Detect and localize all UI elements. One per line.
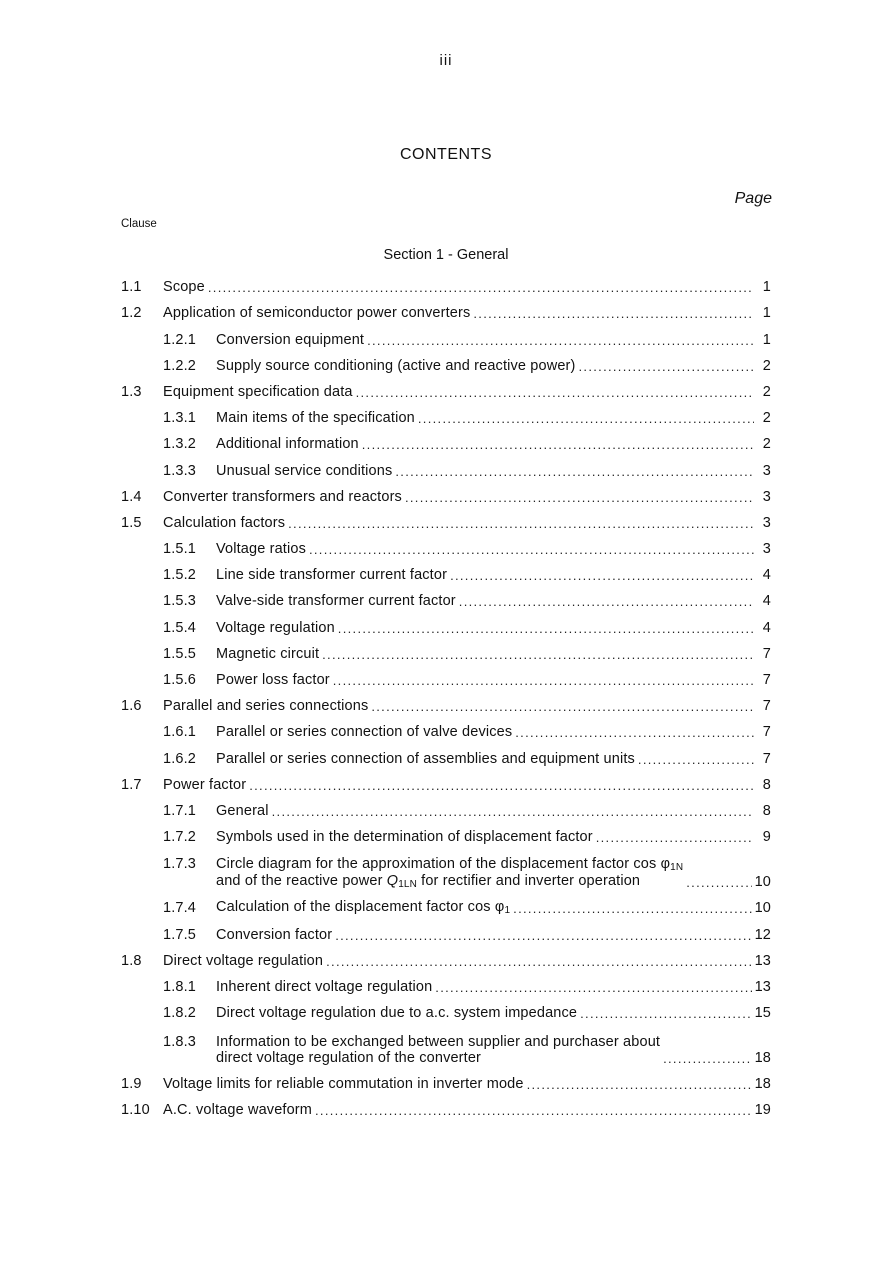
- table-of-contents: [121, 274, 771, 1123]
- toc-entry-page: 4: [762, 593, 771, 610]
- toc-entry[interactable]: [121, 353, 771, 379]
- toc-entry[interactable]: [121, 274, 771, 300]
- dot-leader: [686, 875, 751, 890]
- toc-entry-title-line1: Circle diagram for the approximation of the displacement factor $\cos \varphi_{1N}$: [216, 856, 684, 874]
- toc-entry-title: Calculation factors: [163, 514, 286, 531]
- toc-entry-title: Magnetic circuit: [216, 645, 320, 662]
- toc-entry[interactable]: [121, 745, 771, 771]
- dot-leader: [326, 954, 751, 969]
- toc-entry-title-line2: and of the reactive power $Q_{1LN}$ for rectifier and inverter operation: [216, 873, 641, 891]
- toc-entry-title: Voltage regulation: [216, 619, 335, 636]
- dot-leader: [405, 490, 754, 505]
- toc-entry[interactable]: [121, 1026, 771, 1071]
- toc-entry-number: 1.5.3: [163, 593, 196, 610]
- toc-entry-number: 1.8.1: [163, 978, 196, 995]
- toc-entry-title: Parallel or series connection of assemblies and equipment units: [216, 750, 635, 767]
- clause-column-label: Clause: [121, 218, 157, 230]
- toc-entry-page: 1: [762, 279, 771, 296]
- section-heading: Section 1 - General: [383, 247, 509, 263]
- toc-entry-page: 3: [762, 462, 771, 479]
- toc-entry-number: 1.10: [121, 1102, 150, 1119]
- toc-entry-number: 1.8.3: [163, 1034, 196, 1051]
- toc-entry-number: 1.2: [121, 305, 142, 322]
- toc-entry-number: 1.3.3: [163, 462, 196, 479]
- toc-entry[interactable]: [121, 510, 771, 536]
- toc-entry-number: 1.5.5: [163, 645, 196, 662]
- toc-entry-number: 1.3.2: [163, 436, 196, 453]
- toc-entry-number: 1.3.1: [163, 410, 196, 427]
- toc-entry-page: 10: [754, 874, 771, 891]
- toc-entry-number: 1.3: [121, 383, 142, 400]
- toc-entry-page: 1: [762, 331, 771, 348]
- toc-entry[interactable]: [121, 667, 771, 693]
- toc-entry-number: 1.9: [121, 1076, 142, 1093]
- toc-entry-page: 13: [754, 978, 771, 995]
- toc-entry[interactable]: [121, 562, 771, 588]
- toc-entry-page: 3: [762, 541, 771, 558]
- dot-leader: [638, 752, 754, 767]
- toc-entry-page: 9: [762, 829, 771, 846]
- toc-entry-number: 1.8.2: [163, 1005, 196, 1022]
- toc-entry-page: 1: [762, 305, 771, 322]
- toc-entry-page: 8: [762, 802, 771, 819]
- toc-entry[interactable]: [121, 300, 771, 326]
- dot-leader: [580, 1006, 751, 1021]
- toc-entry-title: Supply source conditioning (active and reactive power): [216, 357, 576, 374]
- toc-entry-title: Power factor: [163, 776, 247, 793]
- toc-entry-title: Power loss factor: [216, 672, 330, 688]
- toc-entry-title: Calculation of the displacement factor $\cos \varphi_1$: [216, 899, 511, 917]
- toc-entry[interactable]: [121, 379, 771, 405]
- toc-entry-title: Direct voltage regulation due to a.c. system impedance: [216, 1005, 578, 1022]
- toc-entry[interactable]: [121, 326, 771, 352]
- dot-leader: [249, 778, 754, 793]
- toc-entry[interactable]: [121, 719, 771, 745]
- toc-entry-number: 1.4: [121, 488, 142, 505]
- dot-leader: [322, 647, 754, 662]
- toc-entry-number: 1.5.1: [163, 541, 196, 558]
- toc-entry-title: Application of semiconductor power converters: [163, 305, 471, 322]
- toc-entry[interactable]: [121, 405, 771, 431]
- toc-entry-number: 1.7.2: [163, 829, 196, 846]
- dot-leader: [515, 725, 754, 740]
- toc-entry-page: 2: [762, 436, 771, 453]
- toc-entry[interactable]: [121, 1097, 771, 1123]
- toc-entry[interactable]: [121, 457, 771, 483]
- dot-leader: [356, 385, 754, 400]
- toc-entry-page: 2: [762, 383, 771, 400]
- toc-entry-number: 1.7.5: [163, 926, 196, 943]
- toc-entry-page: 7: [762, 672, 771, 688]
- dot-leader: [527, 1077, 752, 1092]
- toc-entry[interactable]: [121, 641, 771, 667]
- toc-entry-page: 2: [762, 357, 771, 374]
- toc-entry-page: 8: [762, 776, 771, 793]
- toc-entry-number: 1.6.2: [163, 750, 196, 767]
- toc-entry-title: Parallel or series connection of valve devices: [216, 724, 513, 741]
- toc-entry-title: Equipment specification data: [163, 383, 353, 400]
- toc-entry[interactable]: [121, 614, 771, 640]
- toc-entry-page: 15: [754, 1005, 771, 1022]
- dot-leader: [513, 901, 751, 916]
- toc-entry-title: Parallel and series connections: [163, 698, 369, 715]
- page-title: CONTENTS: [400, 146, 492, 163]
- toc-entry[interactable]: [121, 536, 771, 562]
- dot-leader: [663, 1051, 751, 1066]
- toc-entry-title: Direct voltage regulation: [163, 952, 324, 969]
- toc-entry-number: 1.7.4: [163, 900, 196, 917]
- dot-leader: [315, 1103, 752, 1118]
- toc-entry[interactable]: [121, 1000, 771, 1026]
- toc-entry-number: 1.2.1: [163, 331, 196, 348]
- toc-entry-page: 12: [754, 926, 771, 943]
- toc-entry[interactable]: [121, 1071, 771, 1097]
- toc-entry-page: 18: [754, 1050, 771, 1067]
- toc-entry-number: 1.7.3: [163, 856, 196, 873]
- toc-entry-title-line2: direct voltage regulation of the converter: [216, 1050, 482, 1067]
- toc-entry-number: 1.7.1: [163, 802, 196, 819]
- toc-entry-number: 1.6: [121, 698, 142, 715]
- toc-entry-page: 7: [762, 645, 771, 662]
- toc-entry-page: 19: [754, 1102, 771, 1119]
- dot-leader: [288, 516, 754, 531]
- toc-entry[interactable]: [121, 974, 771, 1000]
- toc-entry-title: Line side transformer current factor: [216, 567, 448, 584]
- toc-entry-page: 3: [762, 488, 771, 505]
- toc-entry-number: 1.5: [121, 514, 142, 531]
- toc-entry-page: 7: [762, 698, 771, 715]
- dot-leader: [272, 804, 754, 819]
- toc-entry[interactable]: [121, 798, 771, 824]
- page-number: iii: [439, 52, 453, 69]
- toc-entry-title-line1: Information to be exchanged between supplier and purchaser about: [216, 1034, 661, 1051]
- toc-entry-title: Scope: [163, 279, 205, 296]
- toc-entry-page: 3: [762, 514, 771, 531]
- toc-entry[interactable]: [121, 431, 771, 457]
- dot-leader: [418, 411, 754, 426]
- page-column-label: Page: [734, 190, 772, 207]
- toc-entry-title: Voltage ratios: [216, 541, 306, 558]
- toc-entry-title: General: [216, 802, 269, 819]
- toc-entry[interactable]: [121, 693, 771, 719]
- toc-entry-title: Converter transformers and reactors: [163, 488, 402, 505]
- toc-entry-number: 1.5.6: [163, 672, 196, 688]
- toc-entry[interactable]: [121, 588, 771, 614]
- toc-entry-title: Additional information: [216, 436, 359, 453]
- toc-entry-page: 13: [754, 952, 771, 969]
- toc-entry-number: 1.2.2: [163, 357, 196, 374]
- dot-leader: [335, 928, 751, 943]
- toc-entry-title: A.C. voltage waveform: [163, 1102, 313, 1119]
- dot-leader: [596, 830, 754, 845]
- dot-leader: [435, 980, 751, 995]
- dot-leader: [579, 359, 754, 374]
- toc-entry-number: 1.1: [121, 279, 142, 296]
- toc-entry-title: Voltage limits for reliable commutation in inverter mode: [163, 1076, 524, 1093]
- dot-leader: [333, 673, 754, 688]
- toc-entry-number: 1.5.4: [163, 619, 196, 636]
- dot-leader: [362, 437, 754, 452]
- dot-leader: [367, 333, 754, 348]
- dot-leader: [208, 280, 754, 295]
- dot-leader: [459, 594, 754, 609]
- toc-entry-title: Unusual service conditions: [216, 462, 393, 479]
- toc-entry[interactable]: [121, 895, 771, 921]
- toc-entry[interactable]: [121, 850, 771, 895]
- dot-leader: [371, 699, 754, 714]
- dot-leader: [395, 464, 754, 479]
- toc-entry-number: 1.7: [121, 776, 142, 793]
- toc-entry[interactable]: [121, 484, 771, 510]
- toc-entry-number: 1.5.2: [163, 567, 196, 584]
- dot-leader: [473, 306, 754, 321]
- toc-entry-page: 4: [762, 619, 771, 636]
- toc-entry[interactable]: [121, 921, 771, 947]
- toc-entry[interactable]: [121, 772, 771, 798]
- toc-entry[interactable]: [121, 824, 771, 850]
- dot-leader: [450, 568, 754, 583]
- toc-entry-title: Symbols used in the determination of displacement factor: [216, 829, 593, 846]
- dot-leader: [309, 542, 754, 557]
- toc-entry-page: 7: [762, 724, 771, 741]
- toc-entry-page: 2: [762, 410, 771, 427]
- toc-entry[interactable]: [121, 948, 771, 974]
- toc-entry-title: Valve-side transformer current factor: [216, 593, 456, 610]
- toc-entry-number: 1.8: [121, 952, 142, 969]
- toc-entry-title: Inherent direct voltage regulation: [216, 978, 433, 995]
- toc-entry-page: 4: [762, 567, 771, 584]
- toc-entry-title: Main items of the specification: [216, 410, 415, 427]
- toc-entry-number: 1.6.1: [163, 724, 196, 741]
- dot-leader: [338, 621, 754, 636]
- toc-entry-page: 10: [754, 900, 771, 917]
- toc-entry-page: 18: [754, 1076, 771, 1093]
- toc-entry-page: 7: [762, 750, 771, 767]
- toc-entry-title: Conversion equipment: [216, 331, 365, 348]
- toc-entry-title: Conversion factor: [216, 926, 333, 943]
